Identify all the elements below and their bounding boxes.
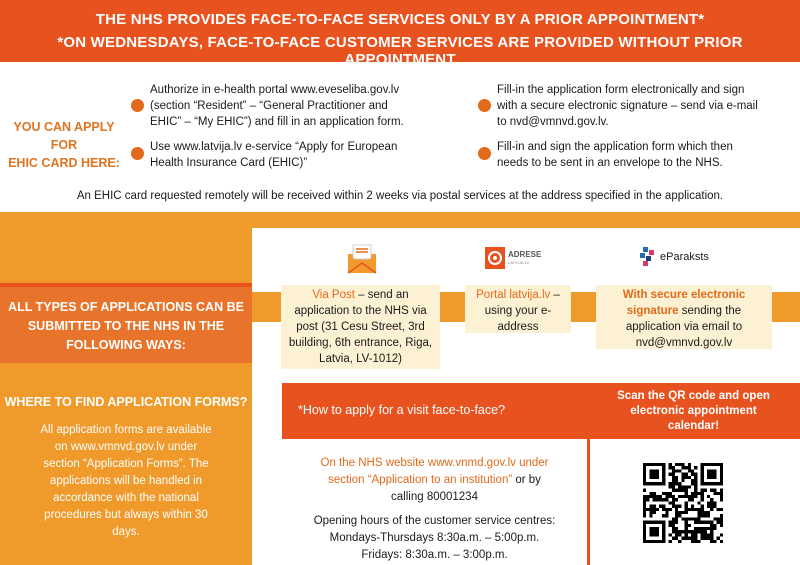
forms-title: WHERE TO FIND APPLICATION FORMS? xyxy=(4,395,248,409)
bullet-icon xyxy=(131,99,144,112)
forms-line: days. xyxy=(112,526,140,538)
option-eveseliba xyxy=(150,82,450,130)
card-line: using your e- xyxy=(484,305,552,317)
hours-title: Opening hours of the customer service centres: xyxy=(313,515,556,527)
hours-friday: Fridays: 8:30a.m. – 3:00p.m. xyxy=(361,549,508,561)
card-line: application via email to xyxy=(625,321,743,333)
adrese-logo-text: ADRESE xyxy=(508,250,542,259)
qr-caption-line: calendar! xyxy=(667,420,720,432)
delivery-note: An EHIC card requested remotely will be received within 2 weeks via postal services at the address specified in the application. xyxy=(76,190,724,202)
divider-bar xyxy=(0,212,800,228)
adrese-logo xyxy=(484,244,544,272)
visit-site-section: section “Application to an institution” xyxy=(328,474,513,486)
ways-title-line: FOLLOWING WAYS: xyxy=(66,338,186,352)
ways-title-line: SUBMITTED TO THE NHS IN THE xyxy=(27,319,225,333)
bullet-icon xyxy=(131,147,144,160)
bullet-icon xyxy=(478,99,491,112)
eparaksts-logo xyxy=(640,247,720,269)
option-line: EHIC” – “My EHIC”) and fill in an application form. xyxy=(150,116,404,128)
opening-hours xyxy=(282,513,587,564)
card-line: building, 6th entrance, Riga, xyxy=(288,337,433,349)
eparaksts-logo-text: eParaksts xyxy=(660,251,709,263)
visit-phone: calling 80001234 xyxy=(391,491,478,503)
option-line: (section “Resident” – “General Practitioner and xyxy=(150,100,388,112)
option-email xyxy=(497,82,797,130)
card-line: Latvia, LV-1012) xyxy=(319,353,402,365)
qr-caption-line: electronic appointment xyxy=(630,405,757,417)
forms-line: All application forms are available xyxy=(40,424,212,436)
ways-bar-top xyxy=(0,228,252,283)
bullet-icon xyxy=(478,147,491,160)
forms-line: section “Application Forms”. The xyxy=(43,458,209,470)
apply-label xyxy=(0,118,128,172)
option-line: with a secure electronic signature – send via e-mail xyxy=(497,100,758,112)
qr-code[interactable] xyxy=(643,463,723,543)
esign-highlight-line: With secure electronic xyxy=(622,289,746,301)
visit-title-box xyxy=(282,383,587,439)
envelope-icon xyxy=(346,243,378,275)
option-envelope xyxy=(497,139,797,171)
option-line: Health Insurance Card (EHIC)” xyxy=(150,157,308,169)
option-line: Use www.latvija.lv e-service “Apply for European xyxy=(150,141,398,153)
card-line: post (31 Cesu Street, 3rd xyxy=(296,321,425,333)
ways-title-box xyxy=(0,287,252,363)
qr-caption-box xyxy=(587,383,800,439)
option-line: Authorize in e-health portal www.eveseliba.gov.lv xyxy=(150,84,400,96)
card-line: application to the NHS via xyxy=(294,305,427,317)
forms-line: accordance with the national xyxy=(53,492,199,504)
visit-divider xyxy=(587,439,590,565)
ways-title-line: ALL TYPES OF APPLICATIONS CAN BE xyxy=(8,300,244,314)
banner-line-1: THE NHS PROVIDES FACE-TO-FACE SERVICES ONLY BY A PRIOR APPOINTMENT* xyxy=(95,11,705,28)
card-esignature xyxy=(596,285,772,349)
card-line: nvd@vmnvd.gov.lv xyxy=(635,337,733,349)
option-line: Fill-in and sign the application form which then xyxy=(497,141,733,153)
portal-rest: – xyxy=(550,289,560,301)
visit-site-rest: or by xyxy=(512,474,541,486)
esign-rest: sending the xyxy=(678,305,742,317)
option-line: Fill-in the application form electronically and sign xyxy=(497,84,745,96)
via-post-highlight: Via Post xyxy=(312,289,355,301)
option-latvija xyxy=(150,139,450,171)
adrese-logo-subtext: LATVIJA.LV xyxy=(508,260,530,265)
card-portal xyxy=(465,285,571,333)
forms-line: procedures but always within 30 xyxy=(44,509,208,521)
esign-highlight-word: signature xyxy=(626,305,679,317)
hours-weekdays: Mondays-Thursdays 8:30a.m. – 5:00p.m. xyxy=(329,532,540,544)
forms-line: applications will be handled in xyxy=(49,475,203,487)
option-line: needs to be sent in an envelope to the NHS. xyxy=(497,157,723,169)
visit-title: *How to apply for a visit face-to-face? xyxy=(298,403,506,417)
forms-line: on www.vmnvd.gov.lv under xyxy=(54,441,198,453)
banner-line-2: *ON WEDNESDAYS, FACE-TO-FACE CUSTOMER SERVICES ARE PROVIDED WITHOUT PRIOR APPOINTMENT xyxy=(57,34,743,68)
forms-text xyxy=(20,422,232,541)
card-line: address xyxy=(497,321,539,333)
top-banner xyxy=(0,0,800,68)
ways-bar-bottom xyxy=(0,363,252,370)
portal-highlight: Portal latvija.lv xyxy=(476,289,551,301)
card-via-post xyxy=(281,285,440,369)
qr-caption-line: Scan the QR code and open xyxy=(617,390,770,402)
visit-site-line: On the NHS website www.vnmd.gov.lv under xyxy=(320,457,549,469)
option-line: to nvd@vmnvd.gov.lv. xyxy=(497,116,609,128)
via-post-rest: – send an xyxy=(354,289,409,301)
visit-website-text xyxy=(282,455,587,506)
apply-label-line-1: YOU CAN APPLY FOR xyxy=(13,120,115,152)
apply-label-line-2: EHIC CARD HERE: xyxy=(8,156,120,170)
